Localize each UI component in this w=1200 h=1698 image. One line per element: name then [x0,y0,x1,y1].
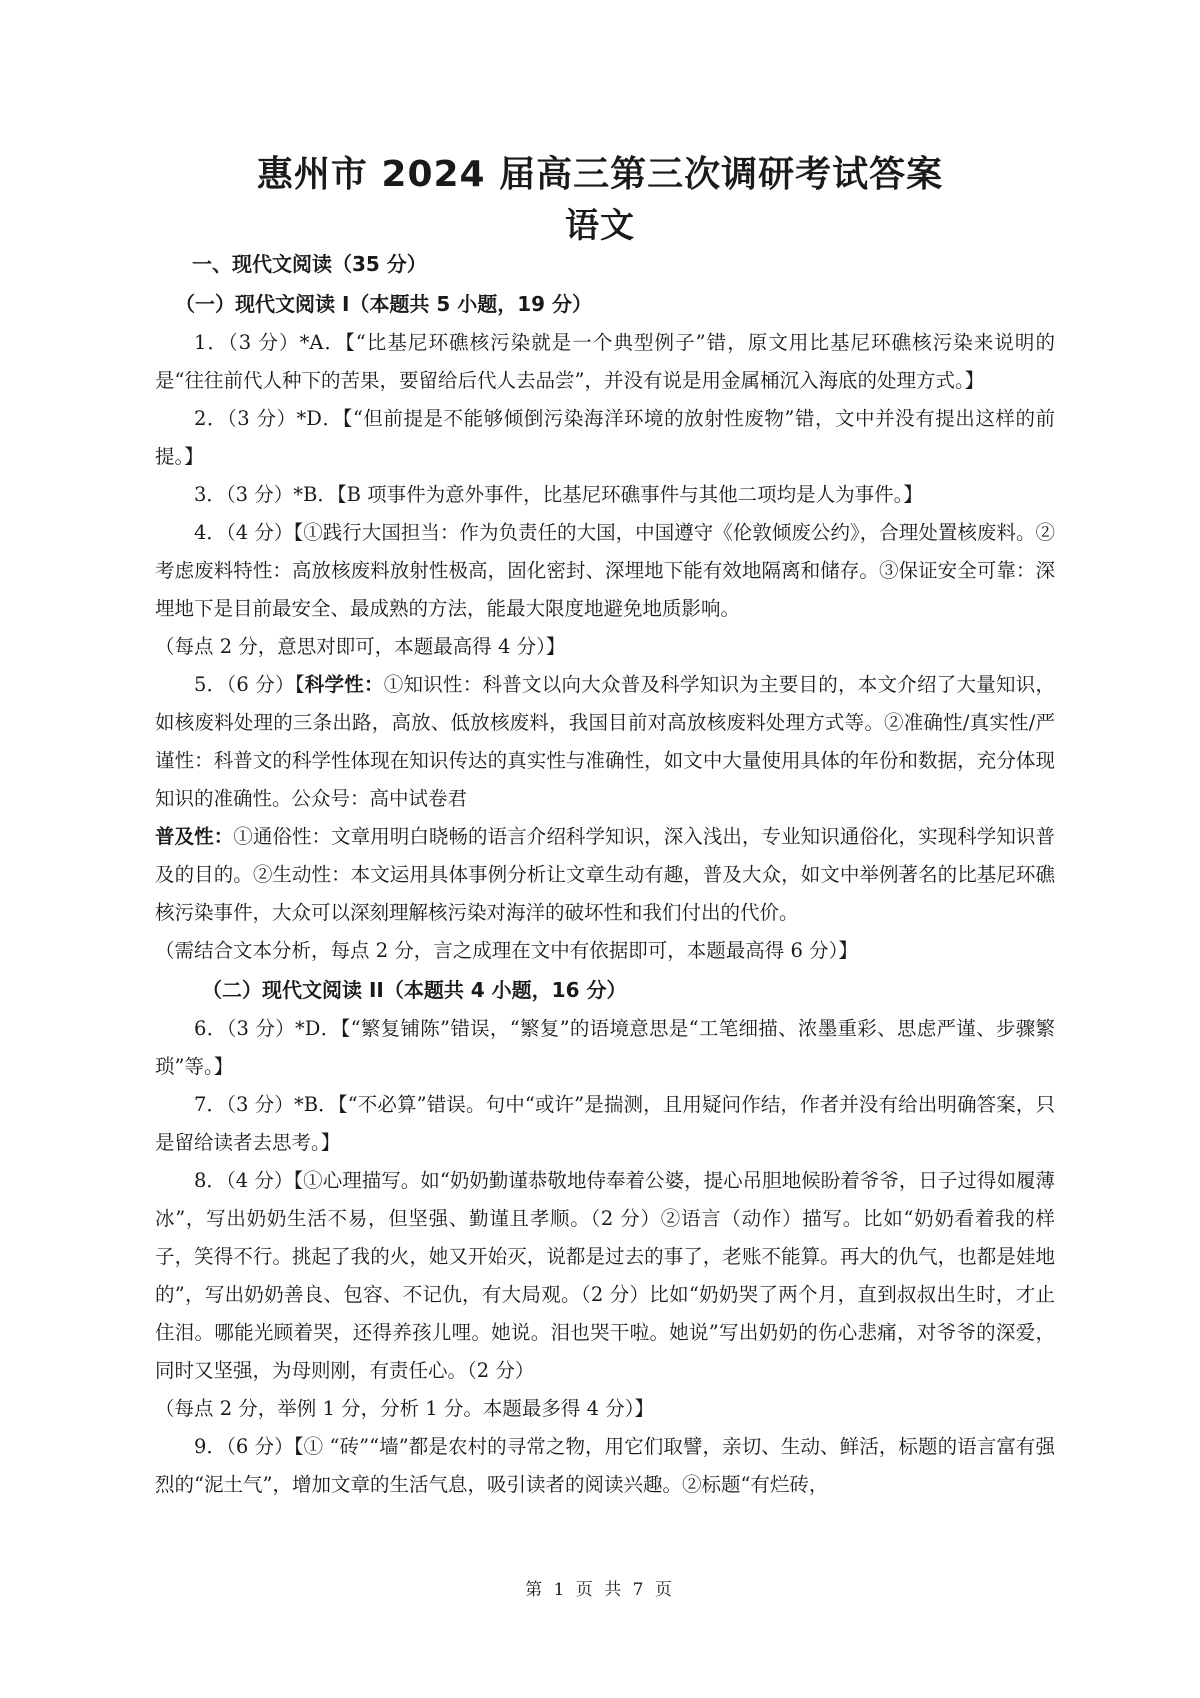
page-footer: 第 1 页 共 7 页 [525,1580,675,1600]
answer-q2: 2．（3 分）*D．【“但前提是不能够倾倒污染海洋环境的放射性废物”错，文中并没有提出这样的前提。】 [155,407,1055,468]
q5-text-science: ①知识性：科普文以向大众普及科学知识为主要目的，本文介绍了大量知识，如核废料处理的三条出路，高放、低放核废料，我国目前对高放核废料处理方式等。②准确性/真实性/严谨性：科普文的科学性体现在知识传达的真实性与准确性，如文中大量使用具体的年份和数据，充分体现知识的准确性。公众号：高中试卷君 [155,673,1055,810]
q5-prefix: 5．（6 分）【 [194,673,305,696]
answer-q5-note: （需结合文本分析，每点 2 分，言之成理在文中有依据即可，本题最高得 6 分）】 [155,939,858,962]
answer-q5-part2 [155,818,1055,932]
answer-q4: 4．（4 分）【①践行大国担当：作为负责任的大国，中国遵守《伦敦倾废公约》，合理处置核废料。②考虑废料特性：高放核废料放射性极高，固化密封、深埋地下能有效地隔离和储存。③保证安全可靠：深埋地下是目前最安全、最成熟的方法，能最大限度地避免地质影响。 [155,521,1055,620]
q5-label-science: 科学性： [304,673,384,696]
answer-q9: 9．（6 分）【① “砖”“墙”都是农村的寻常之物，用它们取譬，亲切、生动、鲜活，标题的语言富有强烈的“泥土气”，增加文章的生活气息，吸引读者的阅读兴趣。②标题“有烂砖， [155,1435,1055,1496]
answer-q1: 1．（3 分）*A．【“比基尼环礁核污染就是一个典型例子”错，原文用比基尼环礁核污染来说明的是“往往前代人种下的苦果，要留给后代人去品尝”，并没有说是用金属桶沉入海底的处理方式。】 [155,331,1055,392]
section-heading: 一、现代文阅读（35 分） [192,252,427,276]
answer-q8: 8．（4 分）【①心理描写。如“奶奶勤谨恭敬地侍奉着公婆，提心吊胆地候盼着爷爷，日子过得如履薄冰”，写出奶奶生活不易，但坚强、勤谨且孝顺。（2 分）②语言（动作）描写。比如“奶奶看着我的样子，笑得不行。挑起了我的火，她又开始灭，说都是过去的事了，老账不能算。再大的仇气，也都是娃地的”，写出奶奶善良、包容、不记仇，有大局观。（2 分）比如“奶奶哭了两个月，直到叔叔出生时，才止住泪。哪能光顾着哭，还得养孩儿哩。她说。泪也哭干啦。她说”写出奶奶的伤心悲痛，对爷爷的深爱，同时又坚强，为母则刚，有责任心。（2 分） [155,1169,1055,1382]
answer-q5-part1 [155,666,1055,818]
answer-content [155,244,1055,1504]
part-heading-1: （一）现代文阅读 I（本题共 5 小题，19 分） [175,292,593,316]
answer-q4-note: （每点 2 分，意思对即可，本题最高得 4 分）】 [155,635,566,658]
answer-q7: 7．（3 分）*B．【“不必算”错误。句中“或许”是揣测，且用疑问作结，作者并没有给出明确答案，只是留给读者去思考。】 [155,1093,1055,1154]
part-heading-2: （二）现代文阅读 II（本题共 4 小题，16 分） [202,978,627,1002]
q5-label-popular: 普及性： [155,825,234,848]
q5-text-popular: ①通俗性：文章用明白晓畅的语言介绍科学知识，深入浅出，专业知识通俗化，实现科学知识普及的目的。②生动性：本文运用具体事例分析让文章生动有趣，普及大众，如文中举例著名的比基尼环礁核污染事件，大众可以深刻理解核污染对海洋的破坏性和我们付出的代价。 [155,825,1055,924]
answer-q6: 6．（3 分）*D．【“繁复铺陈”错误，“繁复”的语境意思是“工笔细描、浓墨重彩、思虑严谨、步骤繁琐”等。】 [155,1017,1055,1078]
document-title: 惠州市 2024 届高三第三次调研考试答案 [256,154,944,195]
subject-title: 语文 [565,206,635,246]
answer-q8-note: （每点 2 分，举例 1 分，分析 1 分。本题最多得 4 分）】 [155,1397,654,1420]
answer-q3: 3．（3 分）*B．【B 项事件为意外事件，比基尼环礁事件与其他二项均是人为事件。】 [194,483,923,506]
